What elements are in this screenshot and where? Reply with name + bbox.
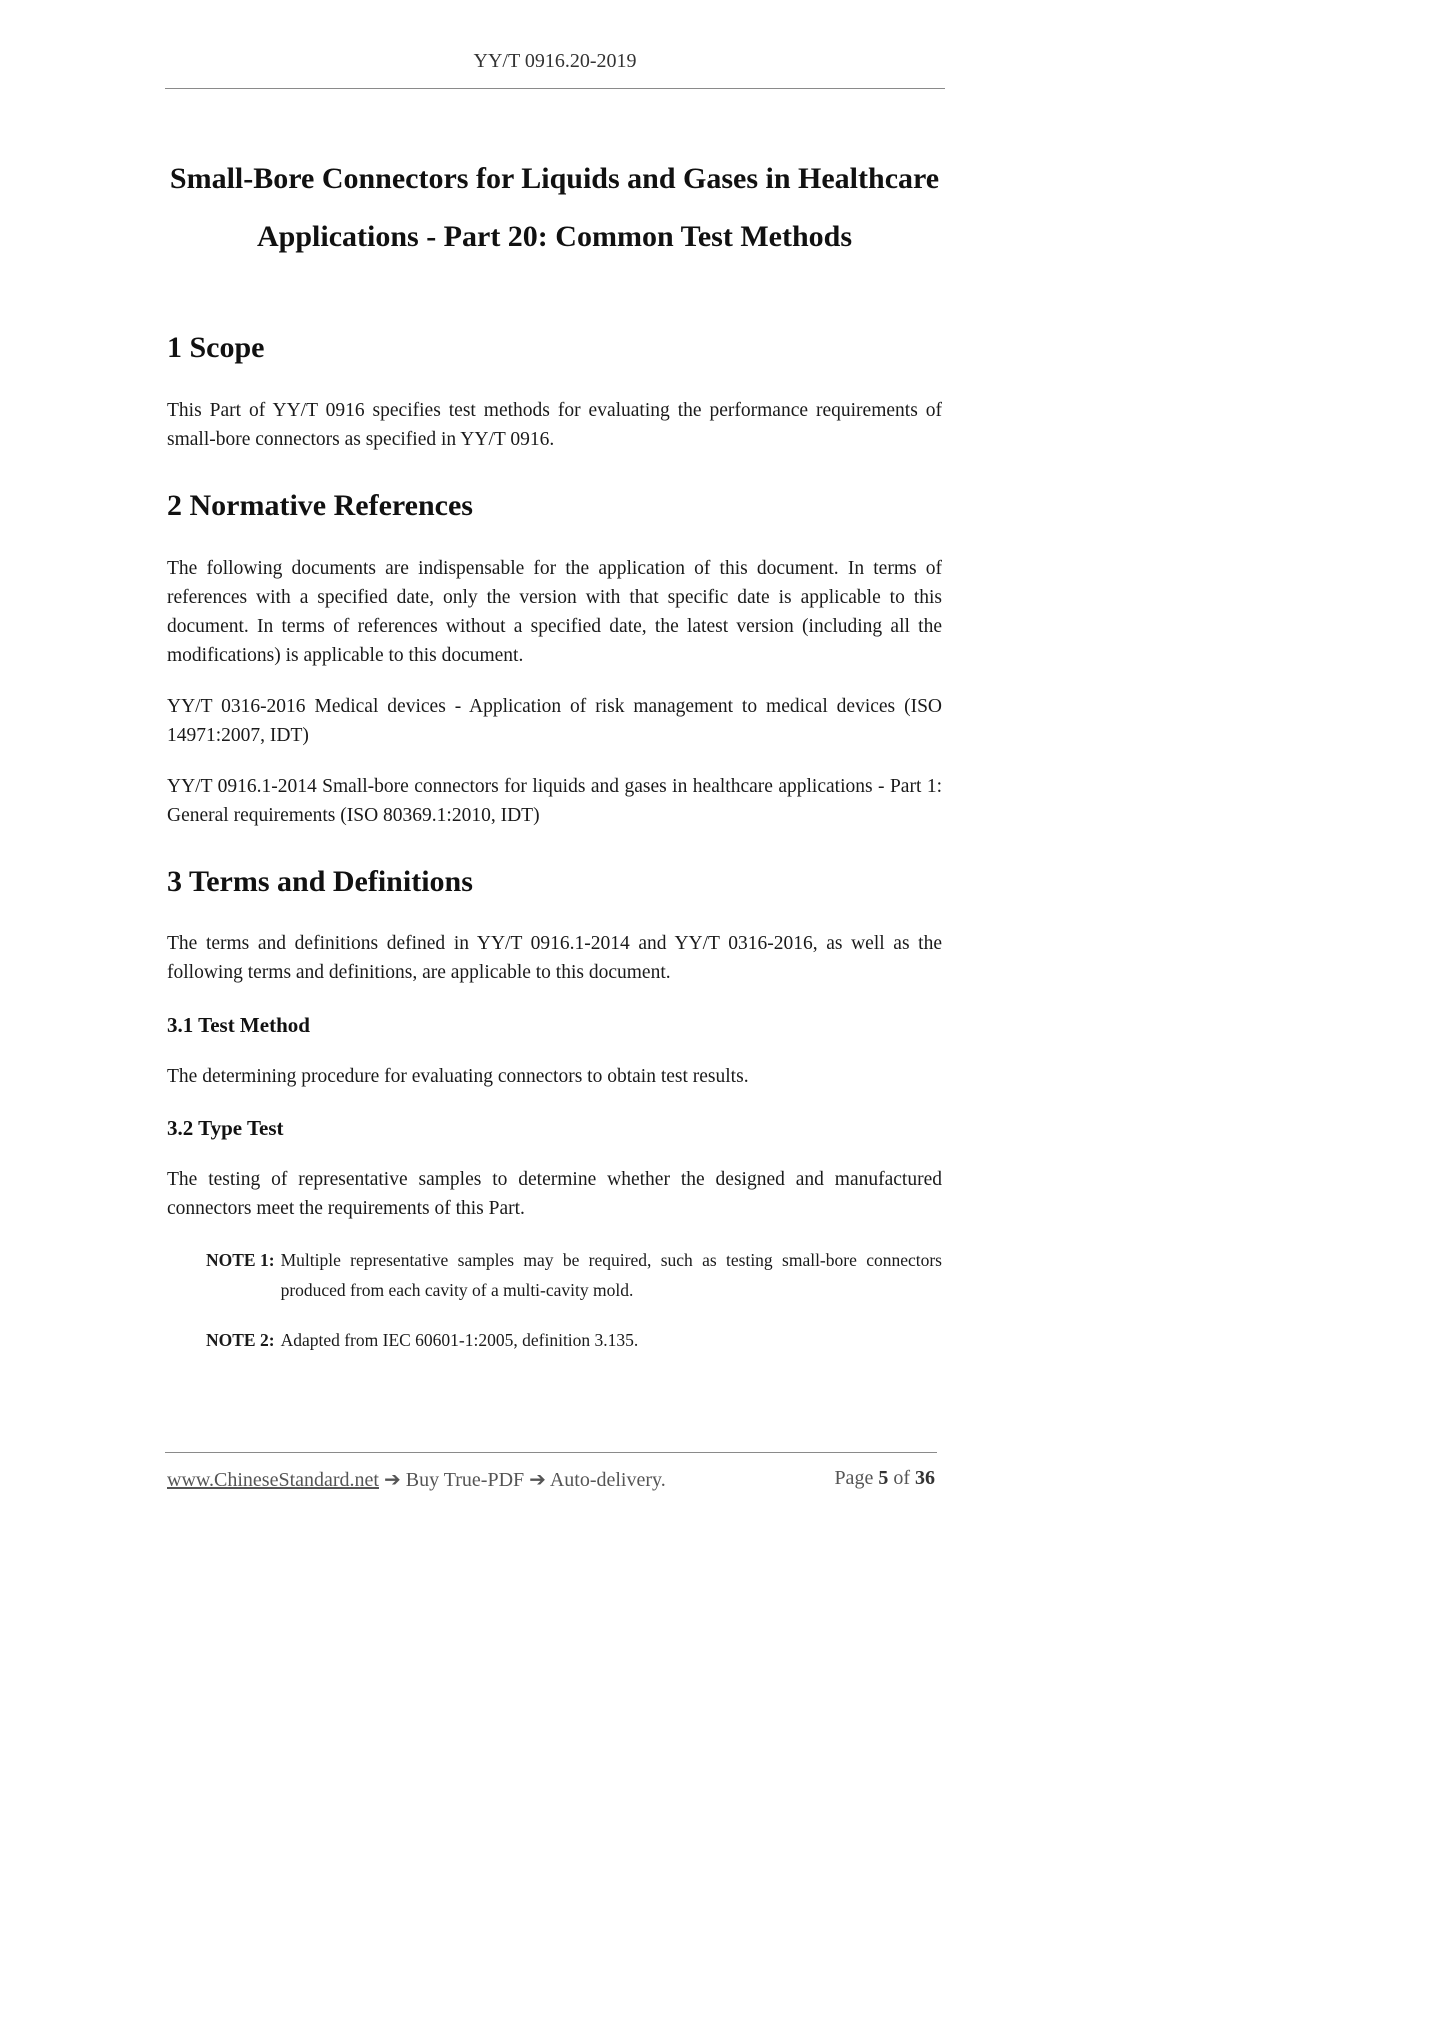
subsection-heading-type-test: 3.2 Type Test [167,1116,284,1140]
reference-item: YY/T 0316-2016 Medical devices - Application of risk management to medical devices (ISO 14971:2007, IDT) [167,696,942,746]
note-1 [206,1245,942,1305]
buy-text: Buy True-PDF [405,1469,525,1491]
document-body [167,150,942,1355]
of-word: of [893,1467,910,1489]
note-2-label: NOTE 2: [206,1330,275,1350]
test-method-definition: The determining procedure for evaluating connectors to obtain test results. [167,1066,749,1087]
footer-divider [165,1452,937,1453]
website-link[interactable]: www.ChineseStandard.net [167,1469,379,1491]
document-code-header: YY/T 0916.20-2019 [473,50,637,72]
footer-promo [167,1467,666,1492]
terms-paragraph: The terms and definitions defined in YY/T 0916.1-2014 and YY/T 0316-2016, as well as the following terms and definitions, are applicable to this document. [167,933,942,983]
section-heading-scope: 1 Scope [167,331,265,364]
note-2-text: Adapted from IEC 60601-1:2005, definition 3.135. [280,1330,639,1350]
document-title [167,150,942,266]
page-indicator [834,1467,935,1492]
title-line-1: Small-Bore Connectors for Liquids and Gases in Healthcare [169,162,940,195]
arrow-right-icon: ➔ [529,1469,546,1491]
page-word: Page [834,1467,874,1489]
note-2 [206,1325,942,1355]
note-1-text: Multiple representative samples may be required, such as testing small-bore connectors produced from each cavity of a multi-cavity mold. [280,1250,942,1300]
delivery-text: Auto-delivery. [549,1469,666,1491]
reference-item: YY/T 0916.1-2014 Small-bore connectors for liquids and gases in healthcare applications - Part 1: General requirements (ISO 80369.1:2010, IDT) [167,776,942,826]
total-pages-number: 36 [915,1467,935,1489]
note-1-label: NOTE 1: [206,1250,275,1270]
type-test-definition: The testing of representative samples to determine whether the designed and manufactured connectors meet the requirements of this Part. [167,1169,942,1219]
scope-paragraph: This Part of YY/T 0916 specifies test methods for evaluating the performance requirements of small-bore connectors as specified in YY/T 0916. [167,400,942,450]
title-line-2: Applications - Part 20: Common Test Methods [256,220,852,253]
section-heading-normative-references: 2 Normative References [167,489,473,522]
current-page-number: 5 [878,1467,889,1489]
normative-paragraph: The following documents are indispensable for the application of this document. In terms of references with a specified date, only the version with that specific date is applicable to this document. In terms of references without a specified date, the latest version (including all the modifications) is applicable to this document. [167,558,942,666]
arrow-right-icon: ➔ [384,1469,401,1491]
section-heading-terms: 3 Terms and Definitions [167,865,473,898]
subsection-heading-test-method: 3.1 Test Method [167,1013,310,1037]
header-divider [165,88,945,89]
page-footer [167,1467,935,1492]
